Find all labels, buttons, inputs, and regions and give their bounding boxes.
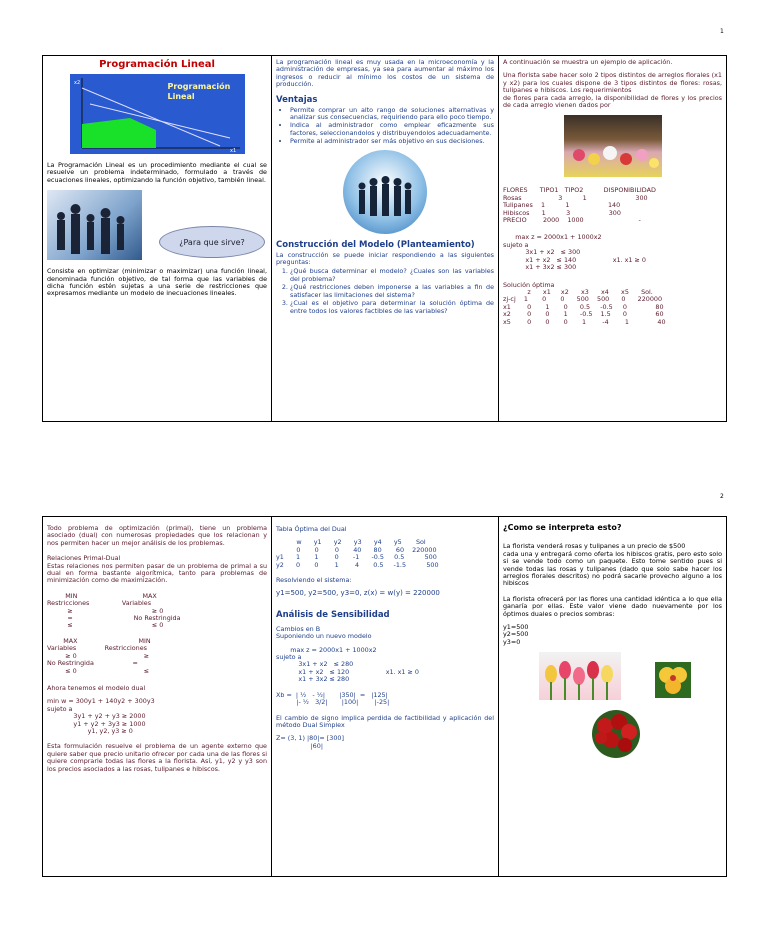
- roses-image: [589, 708, 643, 760]
- page1-column-2: [271, 56, 498, 421]
- preguntas-list: [276, 268, 494, 314]
- triptych-page-2: [42, 516, 727, 877]
- dual-conclusion: Esta formulación resuelve el problema de un agente externo que quiere saber que precio unitario ofrecer por cada una de las flores si quiere comprarle todas las flores a la florista. Así, y1, y2 y y3 son los precios asociados a las rosas, tulipanes e hibiscos.: [47, 742, 267, 773]
- usage-paragraph: La programación lineal es muy usada en la microeconomía y la administración de empresas, ya sea para aumentar al máximo los ingresos o reducir al mínimo los costos de un sistema de producción.: [276, 58, 494, 89]
- max-min-table: MAX MIN Variables Restricciones ≥ 0 ≥ No Restringida = ≤ 0 ≤: [47, 636, 151, 675]
- new-lp-model: max z = 2000x1 + 1000x2 sujeto a 3x1 + x2 ≤ 280 x1 + x2 ≤ 120 x1. x1 ≥ 0 x1 + 3x2 ≤ 280: [276, 645, 419, 684]
- dual-table-heading: Tabla Óptima del Dual: [276, 525, 347, 533]
- problem-statement-2: de flores para cada arreglo, la disponibilidad de flores y los precios de cada arreglo vienen dados por: [503, 93, 722, 110]
- ventaja-item: • Permite comprar un alto rango de soluciones alternativas y analizar sus consecuencias, requiriendo para ello poco tiempo.: [290, 107, 494, 122]
- ventajas-list: [276, 107, 494, 146]
- page1-column-1: [43, 56, 271, 421]
- graph-label: Programación Lineal: [167, 82, 231, 101]
- lp-graph-image: [70, 74, 245, 154]
- pregunta-item: 1. ¿Qué busca determinar el modelo? ¿Cuales son las variables del problema?: [290, 268, 494, 283]
- sensibilidad-heading: Análisis de Sensibilidad: [276, 609, 390, 620]
- page2-column-1: [43, 517, 271, 876]
- dual-result: y1=500, y2=500, y3=0, z(x) = w(y) = 220000: [276, 589, 440, 598]
- page-number: 1: [720, 28, 724, 35]
- relaciones-heading: Relaciones Primal-Dual: [47, 554, 121, 563]
- primal-dual-intro: Todo problema de optimización (primal), tiene un problema asociado (dual) con numerosas propiedades que los relacionan y nos permiten hacer un mejor análisis de los problemas.: [47, 524, 267, 547]
- flower-requirements-table: FLORES TIPO1 TIPO2 DISPONIBILIDAD Rosas 3 1 300 Tulipanes 1 1 140 Hibiscos 1 3 300 PRECIO 2000 1000 -: [503, 186, 656, 225]
- example-intro: A continuación se muestra un ejemplo de aplicación.: [503, 58, 673, 66]
- resolviendo-text: Resolviendo el sistema:: [276, 576, 352, 585]
- dual-heading: Ahora tenemos el modelo dual: [47, 683, 146, 692]
- relaciones-paragraph: Estas relaciones nos permiten pasar de un problema de primal a su dual en forma bastante algorítmica, tanto para problemas de minimización como de maximización.: [47, 561, 267, 585]
- svg-text:x1: x1: [229, 148, 236, 154]
- triptych-page-1: [42, 55, 727, 422]
- interpretation-paragraph-1: La florista venderá rosas y tulipanes a un precio de $500 cada una y entregará como oferta los hibiscos gratis, pero esto solo si se vende todo como un paquete. Esto tome sentido pues si vende todas las rosas y tulipanes (dado que solo sabe hacer los arreglos florales descritos) no podrá sacarle provecho alguno a los hibiscos: [503, 542, 722, 588]
- ventaja-item: • Permite al administrador ser más objetivo en sus decisiones.: [290, 138, 494, 145]
- xb-matrix: Xb = | ½ - ½| |350| = |125| |- ½ 3/2| |100| |-25|: [276, 690, 390, 707]
- interpretation-heading: ¿Como se interpreta esto?: [503, 523, 622, 532]
- cambio-signo-text: El cambio de signo implica perdida de factibilidad y aplicación del método Dual Simplex: [276, 713, 494, 729]
- tulips-image: [539, 652, 621, 700]
- min-max-table: MIN MAX Restricciones Variables ≥ ≥ 0 = No Restringida ≤ ≤ 0: [47, 591, 181, 630]
- purpose-paragraph: Consiste en optimizar (minimizar o maximizar) una función lineal, denominada función objetivo, de tal forma que las variables de dicha función estén sujetas a una serie de restricciones que expresamos mediante un modelo de inecuaciones lineales.: [47, 267, 267, 298]
- page-title: Programación Lineal: [99, 59, 215, 70]
- ventajas-heading: Ventajas: [276, 94, 318, 105]
- problem-statement: Una florista sabe hacer solo 2 tipos distintos de arreglos florales (x1 y x2) para los cuales dispone de 3 tipos distintos de flores: rosas, tulipanes e hibiscos. Los requerimientos: [503, 71, 722, 95]
- pregunta-item: 3. ¿Cual es el objetivo para determinar la solución óptima de entre todos los valores factibles de las variables?: [290, 300, 494, 315]
- ventaja-item: • Indica al administrador como emplear eficazmente sus factores, seleccionandolos y distribuyendolos adecuadamente.: [290, 122, 494, 137]
- flower-shop-image: [564, 115, 662, 177]
- hibiscus-image: [655, 662, 691, 698]
- page2-column-2: [271, 517, 498, 876]
- business-image-row: [47, 190, 267, 262]
- page1-column-3: [498, 56, 726, 421]
- dual-model: min w = 300y1 + 140y2 + 300y3 sujeto a 3y1 + y2 + y3 ≥ 2000 y1 + y2 + 3y3 ≥ 1000 y1, y2, y3 ≥ 0: [47, 697, 155, 735]
- interpretation-paragraph-2: La florista ofrecerá por las flores una cantidad idéntica a lo que ella ganaría por ellas. Este valor viene dado nuevamente por los óptimos duales o precios sombras:: [503, 594, 722, 618]
- page2-column-3: [498, 517, 726, 876]
- construccion-intro: La construcción se puede iniciar respondiendo a las siguientes preguntas:: [276, 250, 494, 267]
- construccion-heading: Construcción del Modelo (Planteamiento): [276, 239, 475, 250]
- globe-team-image: [343, 150, 427, 234]
- svg-text:x2: x2: [73, 80, 80, 86]
- cambios-text: Cambios en B Suponiendo un nuevo modelo: [276, 624, 372, 641]
- intro-paragraph: La Programación Lineal es un procedimiento mediante el cual se resuelve un problema indeterminado, formulado a través de ecuaciones lineales, optimizando la función objetivo, también lineal.: [47, 161, 267, 184]
- solucion-heading: Solución óptima: [503, 280, 555, 289]
- business-people-image: [47, 190, 142, 260]
- z-calculation: Z= (3, 1) |80|= [300] |60|: [276, 734, 344, 750]
- dual-optimal-table: w y1 y2 y3 y4 y5 Sol 0 0 0 40 80 60 220000 y1 1 1 0 -1 -0.5 0.5 500 y2 0 0 1 4 0.5 -1.5 500: [276, 538, 439, 569]
- speech-bubble: ¿Para que sirve?: [159, 226, 265, 258]
- simplex-solution-table: z x1 x2 x3 x4 x5 Sol. zj-cj 1 0 0 500 500 0 220000 x1 0 1 0 0.5 -0.5 0 80 x2 0 0 1 -0.5 1.5 0 60 x5 0 0 0 1 -4 1 40: [503, 287, 666, 326]
- shadow-prices: y1=500 y2=500 y3=0: [503, 623, 529, 646]
- page-number: 2: [720, 493, 724, 500]
- pregunta-item: 2. ¿Qué restricciones deben imponerse a las variables a fin de satisfacer las limitaciones del sistema?: [290, 284, 494, 299]
- flower-images-group: [503, 652, 722, 772]
- lp-model: max z = 2000x1 + 1000x2 sujeto a 3x1 + x2 ≤ 300 x1 + x2 ≤ 140 x1. x1 ≥ 0 x1 + 3x2 ≤ 300: [503, 233, 646, 272]
